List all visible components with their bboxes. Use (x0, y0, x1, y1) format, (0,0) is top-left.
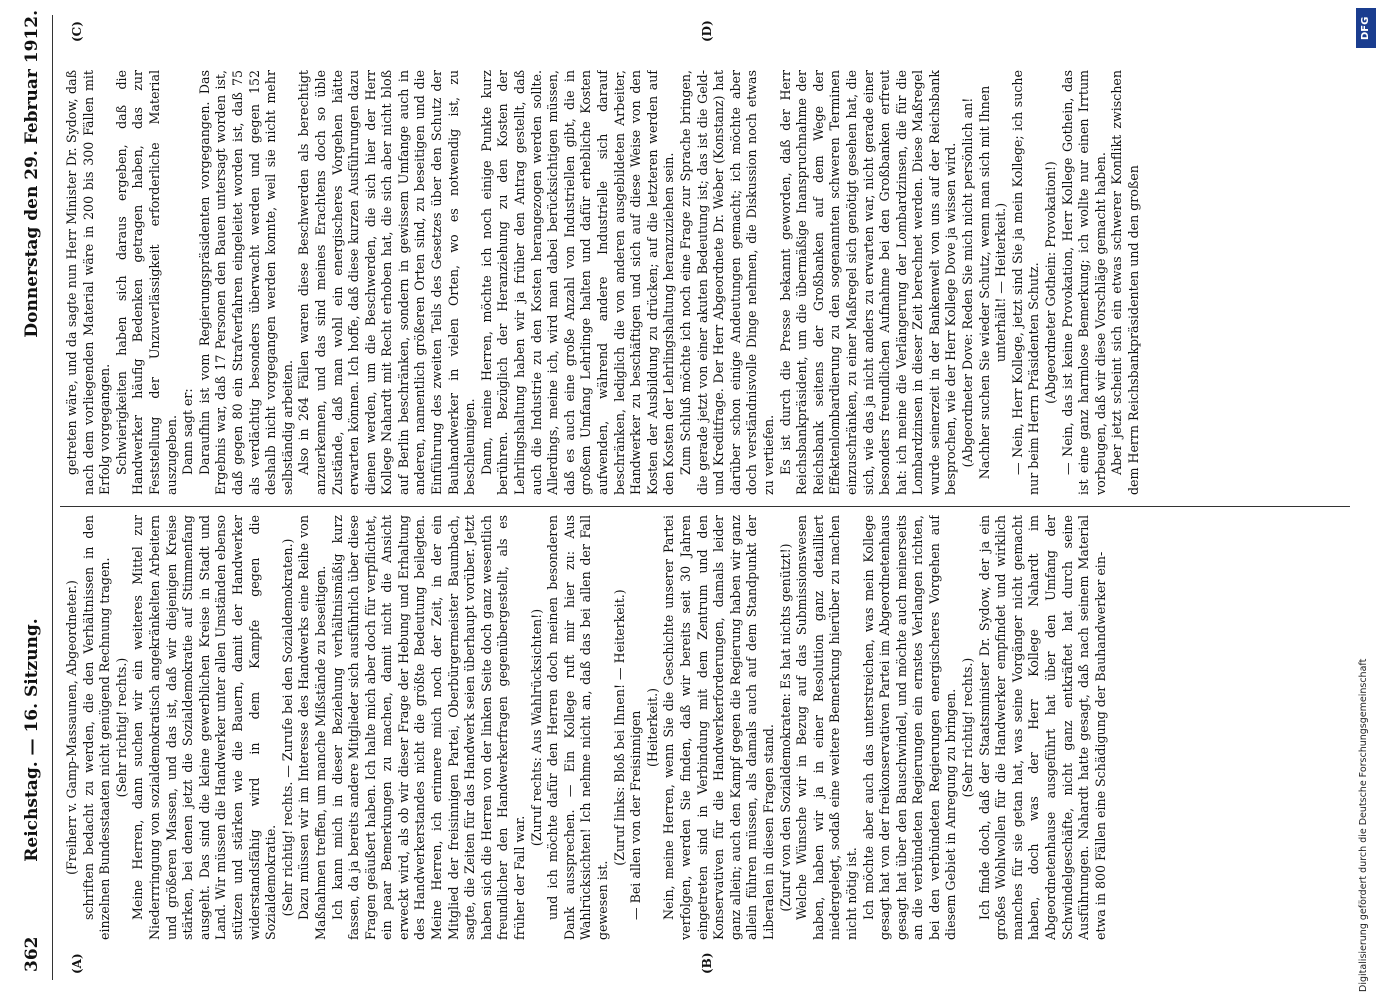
paragraph: getreten wäre, und da sagte nun Herr Minister Dr. Sydow, daß nach dem vorliegenden Material wäre in 200 bis 300 Fällen mit Erfolg vorgegangen. (64, 70, 113, 495)
paragraph: Zum Schluß möchte ich noch eine Frage zur Sprache bringen, die gerade jetzt von einer akuten Bedeutung ist; das ist die Geld- und Kreditfrage. Der Herr Abgeordnete Dr. Weber (Konstanz) hat darüber schon einige Andeutungen gemacht; ich möchte aber doch verständnisvolle Dinge nehmen, die Diskussion noch etwas zu vertiefen. (677, 70, 776, 495)
header-rule (52, 15, 53, 980)
running-title: Reichstag. — 16. Sitzung. (22, 618, 42, 862)
paragraph: schriften bedacht zu werden, die den Verhältnissen in den einzelnen Bundesstaaten nicht genügend Rechnung tragen. (80, 515, 113, 940)
paragraph: Meine Herren, dann suchen wir ein weiteres Mittel zur Niederrringung von sozialdemokratisch angekränkelten Arbeitern und größeren Massen, und das ist, daß wir diejenigen Kreise stärken, bei denen jetzt die Sozialdemokratie auf Stimmenfang ausgeht. Das sind die kleine gewerblichen Kreise in Stadt und Land. Wir müssen die Handwerker unter allen Umständen ebenso stützen und stärken wie die Bauern, damit der Handwerker widerstandsfähig wird in dem Kampfe gegen die Sozialdemokratie. (130, 515, 279, 940)
interjection: (Sehr richtig! rechts.) (960, 657, 976, 798)
paragraph: Ich finde doch, daß der Staatsminister Dr. Sydow, der ja ein großes Wohlwollen für die Handwerker empfindet und wirklich manches für sie getan hat, was seine Vorgänger nicht gemacht haben, doch was der Herr Kollege Nahardt im Abgeordnetenhause ausgeführt hat über den Umfang der Schwindelgeschäfte, nicht ganz entkräftet hat durch seine Ausführungen. Nahardt hatte gesagt, daß nach seinem Material etwa in 800 Fällen eine Schädigung der Bauhandwerker ein- (976, 515, 1108, 940)
session-date: Donnerstag den 29. Februar 1912. (22, 10, 42, 338)
interjection: (Heiterkeit.) (644, 688, 660, 767)
paragraph: Ich möchte aber auch das unterstreichen, was mein Kollege gesagt hat von der freikonservativen Partei im Abgeordnetenhaus gesagt hat über den Bauschwindel, und möchte auch meinerseits an die verbündeten Regierungen ein ernstes Verlangen richten, bei den verbündeten Regierungen energischeres Vorgehen auf diesem Gebiet in Anregung zu bringen. (860, 515, 959, 940)
digitization-credit: Digitalisierung gefördert durch die Deutsche Forschungsgemeinschaft (1358, 658, 1369, 992)
page-header (0, 0, 60, 1000)
interjection: (Zuruf von den Sozialdemokraten: Es hat nichts genützt!) (777, 543, 793, 912)
interjection: (Abgeordneter Dove: Reden Sie mich nicht persönlich an! Nachher suchen Sie wieder Schutz, wenn man sich mit Ihnen unterhält! — Heiterkeit.) (960, 85, 1009, 480)
paragraph: Welche Wünsche wir in Bezug auf das Submissionswesen haben, haben wir ja in einer Resolution ganz detailliert niedergelegt, sodaß eine weitere Bemerkung hierüber zu machen nicht nötig ist. (794, 515, 859, 940)
paragraph: — Nein, Herr Kollege, jetzt sind Sie ja mein Kollege; ich suche nur beim Herrn Präsidenten Schutz. (1009, 70, 1042, 495)
interjection: (Zuruf rechts: Aus Wahlrücksichten!) (528, 608, 544, 847)
paragraph: Dazu müssen wir im Interesse des Handwerks eine Reihe von Maßnahmen treffen, um manche Mißstände zu beseitigen. (296, 515, 328, 940)
paragraph: Also in 264 Fällen waren diese Beschwerden als berechtigt anzuerkennen, und das sind meines Erachtens doch so üble Zustände, daß man wohl ein energischeres Vorgehen hätte erwarten können. Ich hoffe, daß diese kurzen Ausführungen dazu dienen werden, um die Beschwerden, die sich hier der Herr Kollege Nahardt mit Recht erhoben hat, die sich aber nicht bloß auf Berlin beschränken, sondern in gewissem Umfange auch in anderen, namentlich größeren Orten sind, zu beseitigen und die Einführung des zweiten Teils des Gesetzes über den Schutz der Bauhandwerker in vielen Orten, wo es notwendig ist, zu beschleunigen. (296, 70, 478, 495)
interjection: (Sehr richtig! rechts.) (113, 657, 129, 798)
paragraph: Es ist durch die Presse bekannt geworden, daß der Herr Reichsbankpräsident, um die übermäßige Inanspruchnahme der Reichsbank seitens der Großbanken auf dem Wege der Effektenlombardierung zu den sogenannten schweren Terminen einzuschränken, zu einer Maßregel sich genötigt gesehen hat, die sich, wie das ja nicht anders zu erwarten war, nicht gerade einer besonders freundlichen Aufnahme bei den Großbanken erfreut hat: ich meine die Verlängerung der Lombardzinsen, die für die Lombardzinsen in dieser Zeit berechnet werden. Diese Maßregel wurde seinerzeit in der Bankenwelt von uns auf der Reichsbank besprochen, wie der Herr Kollege Dove ja wissen wird. (777, 70, 959, 495)
paragraph: Schwierigkeiten haben sich daraus ergeben, daß die Handwerker häufig Bedenken getragen haben, das zur Feststellung der Unzuverlässigkeit erforderliche Material auszugeben. (113, 70, 179, 495)
paragraph: Dann sagt er: (180, 388, 196, 475)
page-number: 362 (22, 936, 42, 972)
paragraph: Daraufhin ist vom Regierungspräsidenten vorgegangen. Das Ergebnis war, daß 17 Personen den Bauen untersagt worden ist, daß gegen 80 ein Strafverfahren eingeleitet worden ist, daß 75 als verdächtig besonders überwacht werden und gegen 152 deshalb nicht vorgegangen werden konnte, weil sie nicht mehr selbständig arbeiten. (196, 70, 295, 495)
paragraph: Dann, meine Herren, möchte ich noch einige Punkte kurz berühren. Bezüglich der Heranziehung zu den Kosten der Lehrlingshaltung haben wir ja früher den Antrag gestellt, daß auch die Industrie zu den Kosten herangezogen werden sollte. Allerdings, meine ich, wird man dabei berücksichtigen müssen, daß es auch eine große Anzahl von Industriellen gibt, die in großem Umfang Lehrlinge halten und dafür erhebliche Kosten aufwenden, während andere Industrielle sich darauf beschränken, lediglich die von anderen ausgebildeten Arbeiter, Handwerker zu beschäftigen und sich auf diese Weise von den Kosten der Ausbildung zu drücken; auf die letzteren werden auf den Kosten der Lehrlingshaltung heranzuziehen sein. (478, 70, 677, 495)
interjection: (Zuruf links: Bloß bei Ihnen! — Heiterkeit.) (611, 589, 627, 866)
dfg-logo: DFG (1356, 8, 1376, 48)
interjection: (Freiherr v. Gamp-Massaunen, Abgeordneter.) (64, 580, 79, 875)
left-column (64, 515, 1354, 940)
paragraph: — Nein, das ist keine Provokation, Herr Kollege Gothein, das ist eine ganz harmlose Bemerkung; ich wollte nur einen Irrtum vorbeugen, daß wir diese Vorschläge gemacht haben. (1059, 70, 1108, 495)
paragraph: — Bei allen von der Freisinnigen (628, 710, 644, 920)
column-divider (60, 506, 1350, 507)
paragraph: Ich kann mich in dieser Beziehung verhältnismäßig kurz fassen, da ja bereits andere Mitglieder sich ausführlich über diese Fragen geäußert haben. Ich halte mich aber doch für verpflichtet, ein paar Bemerkungen zu machen, damit nicht die Ansicht erweckt wird, als ob wir dieser Frage der Hebung und Erhaltung des Handwerkerstandes nicht die größte Bedeutung beilegten. Meine Herren, ich erinnere mich noch der Zeit, in der ein Mitglied der freisinnigen Partei, Oberbürgermeister Baumbach, sagte, die Zeiten für das Handwerk seien überhaupt vorüber. Jetzt haben sich die Herren von der linken Seite doch ganz wesentlich freundlicher den Handwerkerfragen gegenübergestellt, als es früher der Fall war. (329, 515, 528, 940)
margin-mark-c: (C) (70, 21, 84, 42)
margin-mark-d: (D) (700, 20, 714, 42)
paragraph: Nein, meine Herren, wenn Sie die Geschichte unserer Partei verfolgen, werden Sie finden, daß wir bereits seit 30 Jahren eingetreten sind in Verbindung mit dem Zentrum und den Konservativen für die Handwerkerforderungen, damals leider ganz allein; auch den Kampf gegen die Regierung haben wir ganz allein führen müssen, als damals auch auf dem Standpunkt der Liberalen in diesen Fragen stand. (661, 515, 776, 940)
right-column (64, 70, 1354, 495)
paragraph: Aber jetzt scheint sich ein etwas schwerer Konflikt zwischen dem Herrn Reichsbankpräsidenten und den großen (1109, 70, 1141, 495)
margin-mark-a: (A) (70, 953, 84, 974)
paragraph: und ich möchte dafür den Herren doch meinen besonderen Dank aussprechen. — Ein Kollege ruft mir hier zu: Aus Wahlrücksichten! Ich nehme nicht an, daß das bei allen der Fall gewesen ist. (545, 515, 610, 940)
margin-mark-b: (B) (700, 952, 714, 974)
interjection: (Sehr richtig! rechts. — Zurufe bei den Sozialdemokraten.) (279, 538, 295, 917)
interjection: (Abgeordneter Gothein: Provokation!) (1043, 161, 1059, 404)
